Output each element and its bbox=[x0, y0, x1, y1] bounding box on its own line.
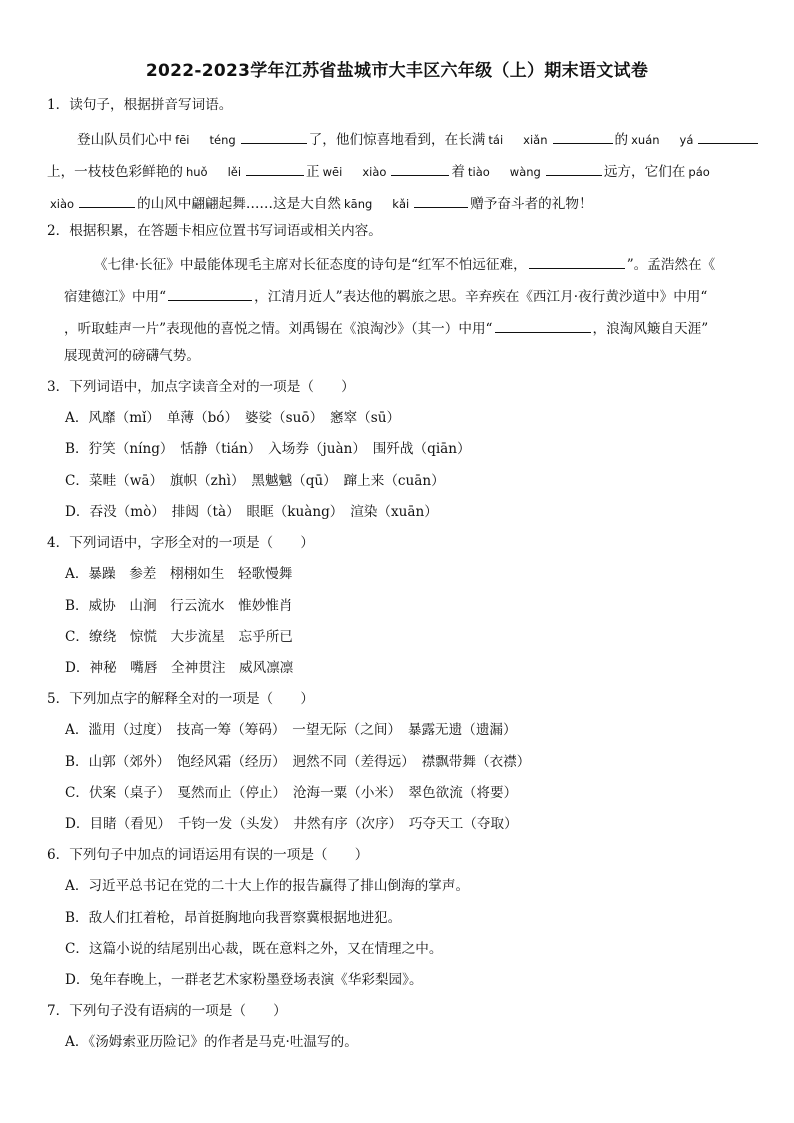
q6-option-a[interactable]: A．习近平总书记在党的二十大上作的报告赢得了排山倒海的掌声。 bbox=[65, 878, 470, 894]
q2-line-3: ，听取蛙声一片”表现他的喜悦之情。刘禹锡在《浪淘沙》（其一）中用“ ，浪淘风簸自天涯” bbox=[64, 318, 708, 338]
q1-blank-2[interactable] bbox=[553, 129, 613, 144]
q4-option-d[interactable]: D．神秘 嘴唇 全神贯注 威风凛凛 bbox=[65, 660, 294, 676]
q3-option-d[interactable]: D．吞没（mò） 排闼（tà） 眼眶（kuàng） 渲染（xuān） bbox=[65, 504, 438, 520]
q2-line-4: 展现黄河的磅礴气势。 bbox=[64, 348, 200, 364]
q1-blank-3[interactable] bbox=[698, 129, 758, 144]
q2-stem: 2．根据积累，在答题卡相应位置书写词语或相关内容。 bbox=[47, 223, 382, 239]
q1-blank-5[interactable] bbox=[391, 161, 449, 176]
q5-option-d[interactable]: D．目睹（看见） 千钧一发（头发） 井然有序（次序） 巧夺天工（夺取） bbox=[65, 816, 518, 832]
q6-stem: 6．下列句子中加点的词语运用有误的一项是（ ） bbox=[47, 847, 369, 863]
q1-blank-6[interactable] bbox=[546, 161, 602, 176]
q1-stem: 1．读句子，根据拼音写词语。 bbox=[47, 97, 233, 113]
q3-option-b[interactable]: B．狞笑（níng） 恬静（tián） 入场券（juàn） 围歼战（qiān） bbox=[65, 441, 471, 457]
q6-option-b[interactable]: B．敌人们扛着枪，昂首挺胸地向我晋察冀根据地进犯。 bbox=[65, 910, 402, 926]
q2-line-1: 《七律·长征》中最能体现毛主席对长征态度的诗句是“红军不怕远征难， ”。孟浩然在《 bbox=[94, 254, 715, 274]
q1-blank-1[interactable] bbox=[241, 129, 307, 144]
q2-line-2: 宿建德江》中用“ ，江清月近人”表达他的羁旅之思。辛弃疾在《西江月·夜行黄沙道中》中用“ bbox=[64, 286, 707, 306]
q6-option-d[interactable]: D．兔年春晚上，一群老艺术家粉墨登场表演《华彩梨园》。 bbox=[65, 972, 423, 988]
q2-blank-3[interactable] bbox=[495, 318, 591, 333]
q7-stem: 7．下列句子没有语病的一项是（ ） bbox=[47, 1003, 287, 1019]
q4-option-c[interactable]: C．缭绕 惊慌 大步流星 忘乎所已 bbox=[65, 629, 293, 645]
page-title: 2022-2023学年江苏省盐城市大丰区六年级（上）期末语文试卷 bbox=[145, 61, 649, 81]
q5-option-a[interactable]: A．滥用（过度） 技高一筹（筹码） 一望无际（之间） 暴露无遗（遗漏） bbox=[65, 722, 517, 738]
q1-blank-8[interactable] bbox=[414, 193, 468, 208]
q1-paragraph-line-2: 上，一枝枝色彩鲜艳的 huǒ lěi 正 wēi xiào 着 tiào wàng 远方，它们在 páo bbox=[47, 161, 713, 181]
q5-option-b[interactable]: B．山郭（郊外） 饱经风霜（经历） 迥然不同（差得远） 襟飘带舞（衣襟） bbox=[65, 754, 531, 770]
q5-stem: 5．下列加点字的解释全对的一项是（ ） bbox=[47, 691, 314, 707]
q4-option-b[interactable]: B．威协 山涧 行云流水 惟妙惟肖 bbox=[65, 598, 293, 614]
q1-paragraph-line-3: xiào 的山风中翩翩起舞……这是大自然 kāng kǎi 赠予奋斗者的礼物！ bbox=[47, 193, 593, 213]
q3-stem: 3．下列词语中，加点字读音全对的一项是（ ） bbox=[47, 379, 355, 395]
q1-paragraph-line-1: 登山队员们心中 fēi téng 了，他们惊喜地看到，在长满 tái xiǎn 的 xuán yá bbox=[77, 129, 760, 149]
q4-stem: 4．下列词语中，字形全对的一项是（ ） bbox=[47, 535, 314, 551]
q5-option-c[interactable]: C．伏案（桌子） 戛然而止（停止） 沧海一粟（小米） 翠色欲流（将要） bbox=[65, 785, 518, 801]
q7-option-a[interactable]: A．《汤姆索亚历险记》的作者是马克·吐温写的。 bbox=[65, 1034, 358, 1050]
q1-blank-4[interactable] bbox=[246, 161, 304, 176]
q3-option-a[interactable]: A．风靡（mǐ） 单薄（bó） 婆娑（suō） 窸窣（sū） bbox=[65, 410, 401, 426]
q6-option-c[interactable]: C．这篇小说的结尾别出心裁，既在意料之外，又在情理之中。 bbox=[65, 941, 443, 957]
q2-blank-2[interactable] bbox=[168, 286, 252, 301]
q1-blank-7[interactable] bbox=[79, 193, 135, 208]
q3-option-c[interactable]: C．菜畦（wā） 旗帜（zhì） 黑魆魆（qū） 蹿上来（cuān） bbox=[65, 473, 445, 489]
q4-option-a[interactable]: A．暴躁 参差 栩栩如生 轻歌慢舞 bbox=[65, 566, 293, 582]
q2-blank-1[interactable] bbox=[529, 254, 625, 269]
